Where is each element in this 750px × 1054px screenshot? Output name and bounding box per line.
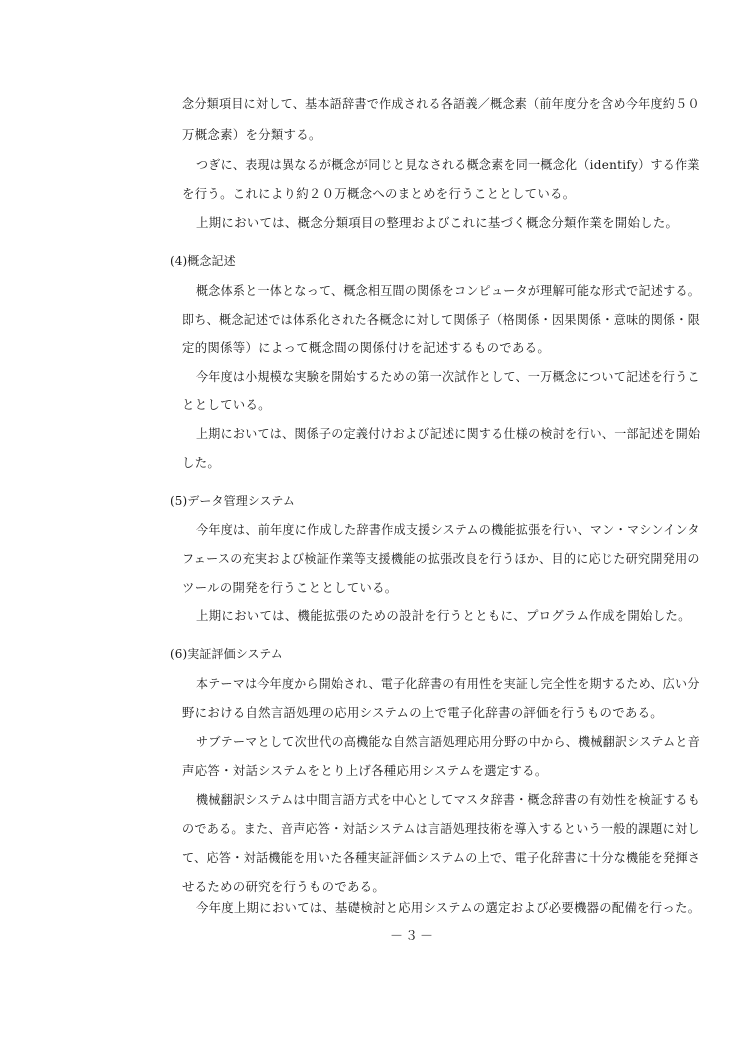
text-line: 上期においては、機能拡張のための設計を行うとともに、プログラム作成を開始した。	[196, 608, 691, 623]
text-line: 概念体系と一体となって、概念相互間の関係をコンピュータが理解可能な形式で記述する。	[196, 283, 701, 298]
text-line: 上期においては、関係子の定義付けおよび記述に関する仕様の検討を行い、一部記述を開始	[196, 426, 701, 441]
text-line: ツールの開発を行うこととしている。	[182, 580, 398, 595]
text-line: サブテーマとして次世代の高機能な自然言語処理応用分野の中から、機械翻訳システムと音	[196, 734, 701, 749]
text-line: せるための研究を行うものである。	[182, 879, 386, 894]
text-line: 野における自然言語処理の応用システムの上で電子化辞書の評価を行うものである。	[182, 705, 664, 720]
section-heading: (5)データ管理システム	[170, 494, 295, 508]
text-line: つぎに、表現は異なるが概念が同じと見なされる概念素を同一概念化（identify）する作業	[196, 157, 700, 172]
text-line: 今年度は、前年度に作成した辞書作成支援システムの機能拡張を行い、マン・マシンインタ	[196, 522, 700, 537]
text-line: を行う。これにより約２０万概念へのまとめを行うこととしている。	[182, 186, 576, 201]
text-line: 上期においては、概念分類項目の整理およびこれに基づく概念分類作業を開始した。	[196, 215, 679, 230]
text-line: 機械翻訳システムは中間言語方式を中心としてマスタ辞書・概念辞書の有効性を検証するも	[196, 792, 701, 807]
text-line: 念分類項目に対して、基本語辞書で作成される各語義／概念素（前年度分を含め今年度約５０	[182, 96, 700, 111]
text-line: 声応答・対話システムをとり上げ各種応用システムを選定する。	[182, 763, 548, 778]
text-line: 今年度上期においては、基礎検討と応用システムの選定および必要機器の配備を行った。	[196, 900, 701, 915]
section-heading: (4)概念記述	[170, 254, 236, 268]
text-line: 即ち、概念記述では体系化された各概念に対して関係子（格関係・因果関係・意味的関係・限	[182, 312, 701, 327]
text-line: 万概念素）を分類する。	[182, 127, 322, 142]
text-line: のである。また、音声応答・対話システムは言語処理技術を導入するという一般的課題に対し	[182, 821, 700, 836]
text-line: ととしている。	[182, 397, 271, 412]
text-line: フェースの充実および検証作業等支援機能の拡張改良を行うほか、目的に応じた研究開発用の	[182, 551, 700, 566]
text-line: て、応答・対話機能を用いた各種実証評価システムの上で、電子化辞書に十分な機能を発揮さ	[182, 850, 701, 865]
text-line: 本テーマは今年度から開始され、電子化辞書の有用性を実証し完全性を期するため、広い分	[196, 676, 700, 691]
text-line: した。	[182, 455, 221, 470]
page-number: －３－	[390, 929, 436, 944]
text-line: 今年度は小規模な実験を開始するための第一次試作として、一万概念について記述を行うこ	[196, 369, 700, 384]
text-line: 定的関係等）によって概念間の関係付けを記述するものである。	[182, 340, 551, 355]
section-heading: (6)実証評価システム	[170, 647, 283, 661]
